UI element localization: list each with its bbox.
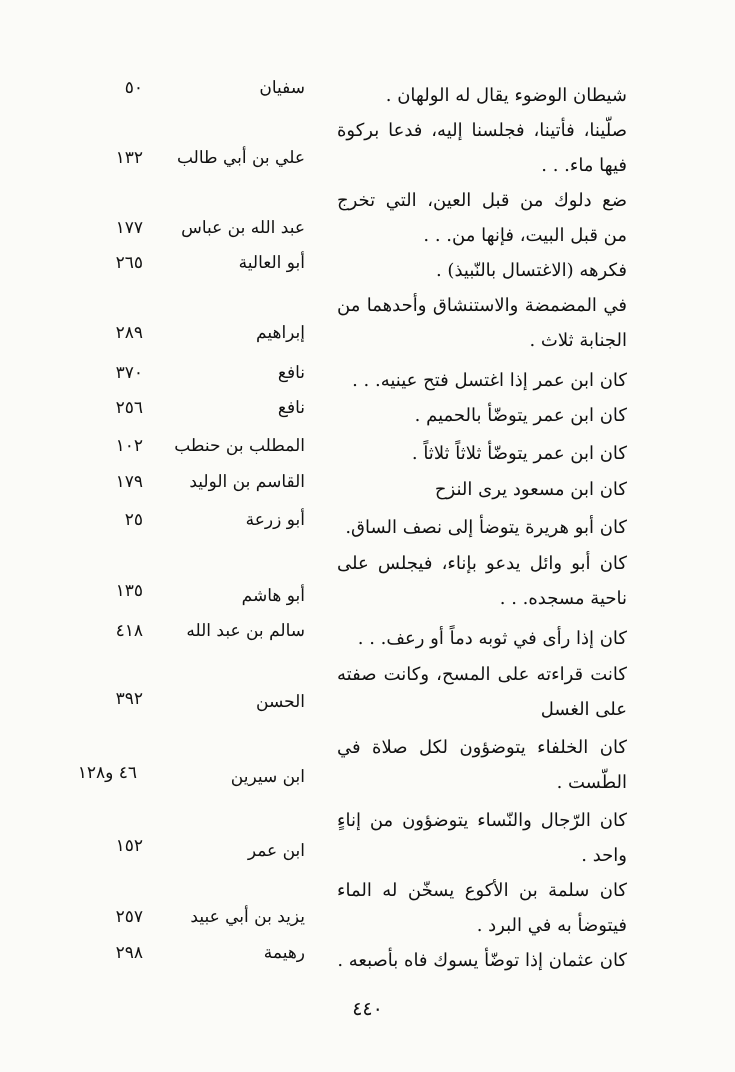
entry-narrator: نافع — [277, 398, 305, 418]
entry-page: ١٣٥ — [115, 581, 143, 601]
entry-page: ١٧٩ — [115, 472, 143, 492]
entry-narrator: عبد الله بن عباس — [181, 218, 305, 238]
page-number: ٤٤٠ — [352, 998, 383, 1020]
index-entry — [0, 803, 735, 873]
entry-text: كان ابن عمر إذا اغتسل فتح عينيه. . . — [352, 370, 627, 391]
index-entry — [0, 621, 735, 656]
entry-narrator: علي بن أبي طالب — [176, 148, 305, 168]
index-entry — [0, 546, 735, 616]
entry-page: ٣٧٠ — [115, 363, 143, 383]
index-entry — [0, 943, 735, 978]
entry-page: ٢٥٦ — [115, 398, 143, 418]
entry-text: كان سلمة بن الأكوع يسخّن له الماء فيتوضأ به في البرد . — [337, 880, 627, 936]
entry-text: في المضمضة والاستنشاق وأحدهما من الجنابة ثلاث . — [337, 295, 627, 351]
index-entry — [0, 436, 735, 471]
entry-text: شيطان الوضوء يقال له الولهان . — [385, 85, 627, 106]
index-entry — [0, 472, 735, 507]
entry-text: صلّينا، فأتينا، فجلسنا إليه، فدعا بركوة فيها ماء. . . — [337, 120, 627, 176]
index-entry — [0, 183, 735, 253]
entry-page: ٢٨٩ — [115, 323, 143, 343]
index-entry — [0, 510, 735, 545]
entry-narrator: إبراهيم — [256, 323, 305, 343]
entry-narrator: أبو العالية — [238, 253, 305, 273]
index-entry — [0, 730, 735, 800]
entry-narrator: نافع — [277, 363, 305, 383]
entry-narrator: القاسم بن الوليد — [189, 472, 305, 492]
entry-text: كان ابن مسعود يرى النزح — [434, 479, 627, 500]
index-entry — [0, 363, 735, 398]
entry-narrator: ابن عمر — [247, 841, 305, 861]
index-entry — [0, 78, 735, 113]
entry-narrator: ابن سيرين — [230, 767, 305, 787]
entry-text: كان ابن عمر يتوضّأ ثلاثاً ثلاثاً . — [411, 443, 627, 464]
entry-narrator: رهيمة — [263, 943, 305, 963]
entry-page: ٢٦٥ — [115, 253, 143, 273]
index-entry — [0, 288, 735, 358]
index-entry — [0, 873, 735, 943]
index-entry — [0, 657, 735, 727]
entry-page: ٥٠ — [124, 78, 143, 98]
entry-page: ٢٩٨ — [115, 943, 143, 963]
entry-page: ٤١٨ — [115, 621, 143, 641]
entry-narrator: أبو هاشم — [241, 586, 305, 606]
entry-page: ٤٦ و١٢٨ — [77, 763, 137, 783]
entry-page: ١٧٧ — [115, 218, 143, 238]
entry-page: ٢٥ — [124, 510, 143, 530]
entry-narrator: الحسن — [256, 692, 305, 712]
entry-narrator: سالم بن عبد الله — [186, 621, 305, 641]
index-entry — [0, 113, 735, 183]
entry-narrator: يزيد بن أبي عبيد — [190, 907, 305, 927]
entry-text: كان الخلفاء يتوضؤون لكل صلاة في الطّست . — [337, 737, 627, 793]
entry-text: كان ابن عمر يتوضّأ بالحميم . — [414, 405, 627, 426]
entry-text: كان أبو هريرة يتوضأ إلى نصف الساق. — [345, 517, 627, 538]
entry-narrator: أبو زرعة — [245, 510, 305, 530]
entry-page: ١٠٢ — [115, 436, 143, 456]
entry-page: ٣٩٢ — [115, 689, 143, 709]
entry-text: كان إذا رأى في ثوبه دماً أو رعف. . . — [357, 628, 627, 649]
entry-narrator: سفيان — [259, 78, 305, 98]
entry-page: ١٣٢ — [115, 148, 143, 168]
index-entry — [0, 398, 735, 433]
entry-page: ١٥٢ — [115, 836, 143, 856]
entry-page: ٢٥٧ — [115, 907, 143, 927]
entry-text: كان أبو وائل يدعو بإناء، فيجلس على ناحية مسجده. . . — [337, 553, 627, 609]
entry-text: كانت قراءته على المسح، وكانت صفته على الغسل — [337, 664, 627, 720]
entry-narrator: المطلب بن حنطب — [174, 436, 305, 456]
entry-text: كان عثمان إذا توضّأ يسوك فاه بأصبعه . — [337, 950, 627, 971]
index-entry — [0, 253, 735, 288]
entry-text: كان الرّجال والنّساء يتوضؤون من إناءٍ واحد . — [337, 810, 627, 866]
entry-text: ضع دلوك من قبل العين، التي تخرج من قبل البيت، فإنها من. . . — [337, 190, 627, 246]
entry-text: فكرهه (الاغتسال بالنّبيذ) . — [435, 260, 627, 281]
